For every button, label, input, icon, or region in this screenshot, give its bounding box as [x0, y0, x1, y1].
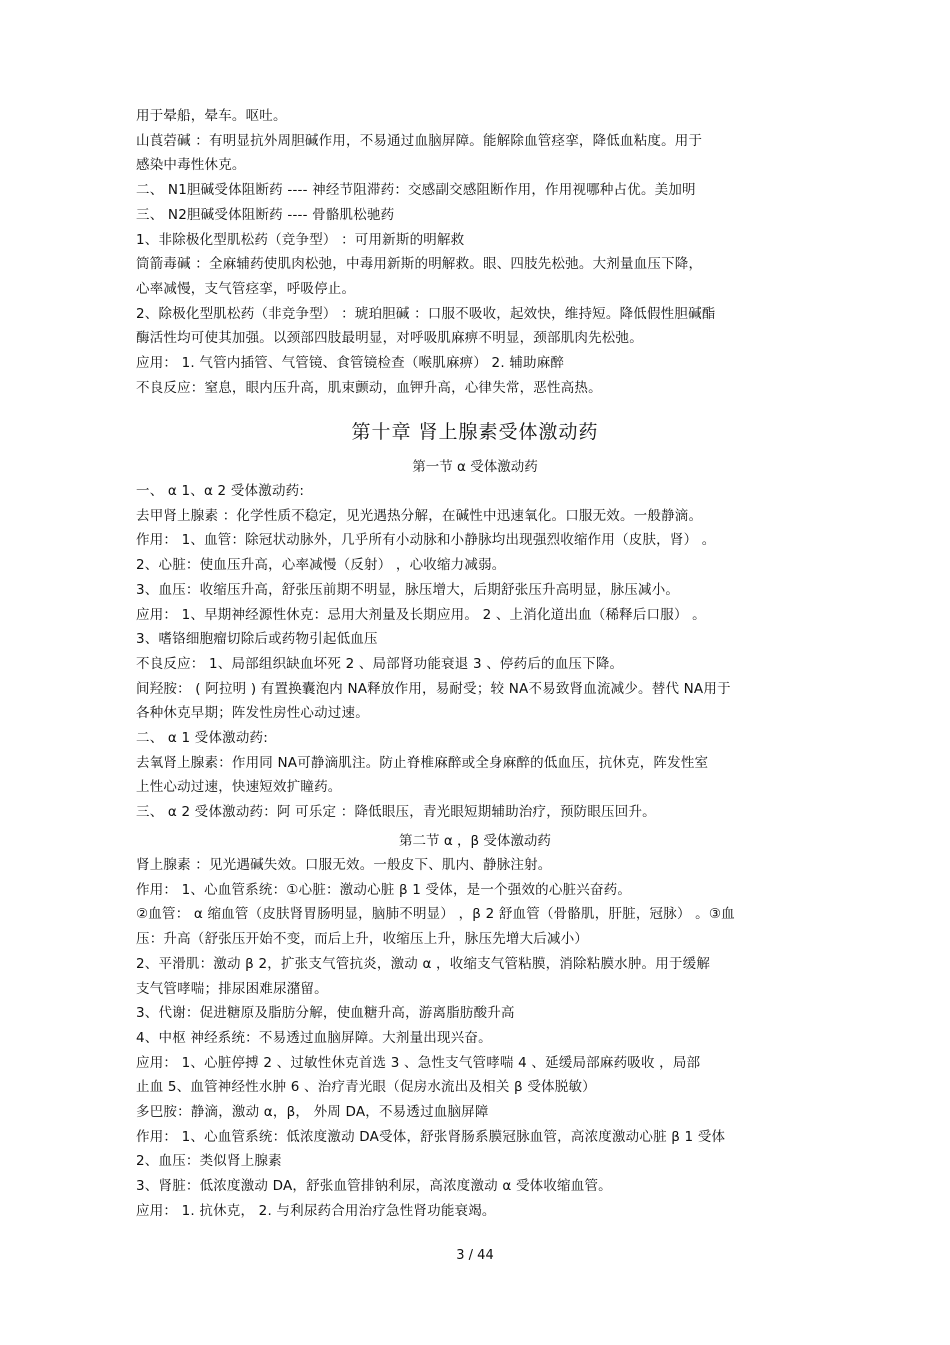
text-line: 2、除极化型肌松药（非竞争型） ：琥珀胆碱 ：口服不吸收，起效快，维持短。降低假性胆碱酯 — [136, 305, 716, 322]
text-line: 压：升高（舒张压开始不变，而后上升，收缩压上升，脉压先增大后减小） — [136, 931, 589, 948]
text-line: 三、 α 2 受体激动药：阿 可乐定 ：降低眼压，青光眼短期辅助治疗，预防眼压回升。 — [136, 804, 656, 821]
text-line: 3、肾脏：低浓度激动 DA，舒张血管排钠利尿，高浓度激动 α 受体收缩血管。 — [136, 1178, 612, 1195]
text-line: 4、中枢 神经系统：不易透过血脑屏障。大剂量出现兴奋。 — [136, 1029, 492, 1046]
text-line: 作用： 1、心血管系统：①心脏：激动心脏 β 1 受体，是一个强效的心脏兴奋药。 — [136, 881, 632, 898]
text-line: 去甲肾上腺素 ：化学性质不稳定，见光遇热分解，在碱性中迅速氧化。口服无效。一般静滴。 — [136, 507, 703, 524]
text-line: 应用： 1、早期神经源性休克：忌用大剂量及长期应用。 2 、上消化道出血（稀释后口服） 。 — [136, 606, 706, 623]
text-line: 筒箭毒碱 ：全麻辅药使肌肉松弛，中毒用新斯的明解救。眼、四肢先松弛。大剂量血压下降， — [136, 256, 703, 273]
text-line: 感染中毒性休克。 — [136, 157, 246, 174]
text-line: 2、血压：类似肾上腺素 — [136, 1153, 282, 1170]
text-line: 1、非除极化型肌松药（竞争型） ：可用新斯的明解救 — [136, 231, 465, 248]
text-line: 不良反应： 1、局部组织缺血坏死 2 、局部肾功能衰退 3 、停药后的血压下降。 — [136, 655, 624, 672]
text-line: 酶活性均可使其加强。以颈部四肢最明显，对呼吸肌麻痹不明显，颈部肌肉先松弛。 — [136, 330, 643, 347]
chapter-title: 第十章 肾上腺素受体激动药 — [351, 421, 599, 443]
page-number: 3 / 44 — [456, 1248, 494, 1263]
text-line: 各种休克早期；阵发性房性心动过速。 — [136, 705, 369, 722]
text-line: 二、 N1胆碱受体阻断药 ---- 神经节阻滞药：交感副交感阻断作用，作用视哪种占优。美加明 — [136, 182, 696, 199]
text-line: 间羟胺： ( 阿拉明 ) 有置换囊泡内 NA释放作用，易耐受；较 NA不易致肾血流减少。替代 NA用于 — [136, 680, 731, 697]
text-line: 应用： 1. 气管内插管、气管镜、食管镜检查（喉肌麻痹） 2. 辅助麻醉 — [136, 355, 565, 371]
text-line: 不良反应：窒息，眼内压升高，肌束颤动，血钾升高，心律失常，恶性高热。 — [136, 379, 602, 396]
text-line: 应用： 1. 抗休克， 2. 与利尿药合用治疗急性肾功能衰竭。 — [136, 1202, 496, 1219]
text-line: 二、 α 1 受体激动药: — [136, 730, 269, 746]
text-line: 去氧肾上腺素：作用同 NA可静滴肌注。防止脊椎麻醉或全身麻醉的低血压，抗休克，阵发性室 — [136, 754, 709, 771]
text-line: ②血管： α 缩血管（皮肤肾胃肠明显，脑肺不明显） ，β 2 舒血管（骨骼肌，肝脏，冠脉） 。③血 — [136, 906, 735, 923]
text-line: 3、血压：收缩压升高，舒张压前期不明显，脉压增大，后期舒张压升高明显，脉压减小。 — [136, 581, 680, 598]
text-line: 2、平滑肌：激动 β 2，扩张支气管抗炎，激动 α ，收缩支气管粘膜，消除粘膜水肿。用于缓解 — [136, 955, 711, 972]
section-title-2: 第二节 α ，β 受体激动药 — [399, 833, 551, 849]
text-line: 2、心脏：使血压升高，心率减慢（反射） ，心收缩力减弱。 — [136, 557, 506, 574]
text-line: 应用： 1、心脏停搏 2 、过敏性休克首选 3 、急性支气管哮喘 4 、延缓局部麻药吸收 ，局部 — [136, 1054, 701, 1071]
text-line: 山莨菪碱 ：有明显抗外周胆碱作用，不易通过血脑屏障。能解除血管痉挛，降低血粘度。用于 — [136, 132, 703, 149]
text-line: 多巴胺：静滴，激动 α，β， 外周 DA，不易透过血脑屏障 — [136, 1104, 489, 1120]
section-title-1: 第一节 α 受体激动药 — [412, 459, 538, 475]
text-line: 3、代谢：促进糖原及脂肪分解，使血糖升高，游离脂肪酸升高 — [136, 1005, 515, 1022]
text-line: 止血 5、血管神经性水肿 6 、治疗青光眼（促房水流出及相关 β 受体脱敏） — [136, 1079, 596, 1096]
text-line: 3、嗜铬细胞瘤切除后或药物引起低血压 — [136, 631, 378, 648]
text-line: 心率减慢，支气管痉挛，呼吸停止。 — [136, 280, 356, 297]
text-line: 支气管哮喘；排尿困难尿潴留。 — [136, 980, 328, 997]
text-line: 用于晕船，晕车。呕吐。 — [136, 108, 287, 124]
text-line: 上性心动过速，快速短效扩瞳药。 — [136, 779, 342, 796]
text-line: 肾上腺素 ：见光遇碱失效。口服无效。一般皮下、肌内、静脉注射。 — [136, 857, 552, 873]
text-line: 三、 N2胆碱受体阻断药 ---- 骨骼肌松驰药 — [136, 206, 395, 223]
text-line: 一、 α 1、α 2 受体激动药: — [136, 483, 305, 499]
text-line: 作用： 1、血管：除冠状动脉外，几乎所有小动脉和小静脉均出现强烈收缩作用（皮肤，肾） 。 — [136, 532, 716, 549]
text-line: 作用： 1、心血管系统：低浓度激动 DA受体，舒张肾肠系膜冠脉血管，高浓度激动心脏 β 1 受体 — [136, 1128, 726, 1145]
